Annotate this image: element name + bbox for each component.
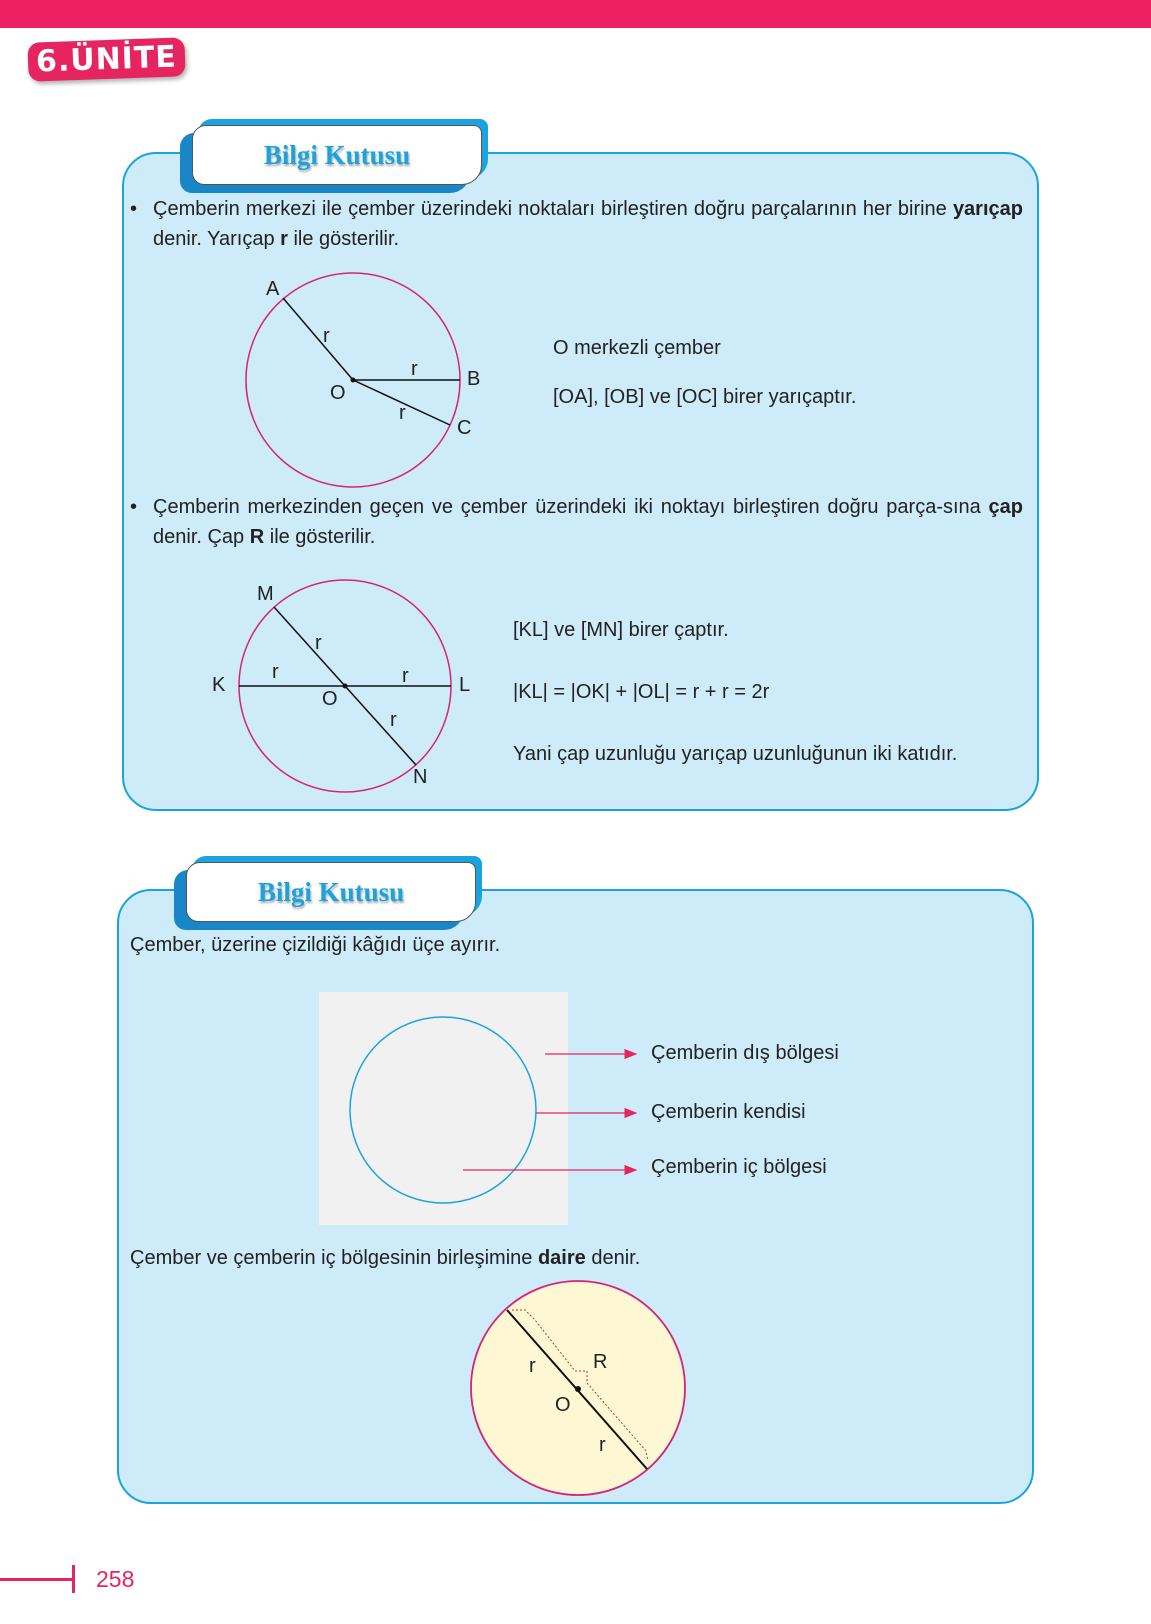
- radius-figure: [246, 273, 480, 487]
- radius-definition: Çemberin merkezi ile çember üzerindeki noktaları birleştiren doğru parçalarının her birine yarıçap denir. Yarıçap r ile gösterilir.: [153, 198, 1023, 250]
- diameter-definition: Çemberin merkezinden geçen ve çember üzerindeki iki noktayı birleştiren doğru parça-sına çap denir. Çap R ile gösterilir.: [153, 496, 1023, 548]
- regions-figure: [350, 1017, 636, 1203]
- unit-logo: 6.ÜNİTE: [27, 37, 185, 81]
- label-r: r: [315, 632, 322, 654]
- disk-definition: Çember ve çemberin iç bölgesinin birleşimine daire denir.: [130, 1247, 641, 1269]
- label-big-r: R: [593, 1351, 608, 1373]
- label-o: O: [322, 688, 338, 710]
- label-c: C: [457, 417, 472, 439]
- radius-oa: [283, 298, 353, 380]
- fig1-caption-1: O merkezli çember: [553, 337, 721, 359]
- bullet-dot: •: [130, 496, 138, 518]
- page-line: [0, 1578, 74, 1581]
- label-o: O: [330, 382, 346, 404]
- region-circle-label: Çemberin kendisi: [651, 1101, 806, 1123]
- label-k: K: [212, 674, 226, 696]
- label-r: r: [402, 665, 409, 687]
- center-point: [351, 378, 356, 383]
- fig2-caption-3: Yani çap uzunluğu yarıçap uzunluğunun iki katıdır.: [513, 743, 958, 765]
- diameter-figure: [212, 580, 470, 792]
- label-r: r: [599, 1434, 606, 1456]
- info-box-2-title: Bilgi Kutusu: [186, 862, 476, 922]
- regions-intro: Çember, üzerine çizildiği kâğıdı üçe ayırır.: [130, 934, 501, 956]
- label-n: N: [413, 766, 428, 788]
- label-r: r: [272, 661, 279, 683]
- page-tick: [72, 1565, 75, 1593]
- bullet-dot: •: [130, 198, 138, 220]
- label-r: r: [323, 325, 330, 347]
- label-r: r: [390, 709, 397, 731]
- label-r: r: [399, 402, 406, 424]
- info-box-1-title: Bilgi Kutusu: [192, 125, 482, 185]
- label-r: r: [411, 358, 418, 380]
- region-outside-label: Çemberin dış bölgesi: [651, 1042, 839, 1064]
- fig1-caption-2: [OA], [OB] ve [OC] birer yarıçaptır.: [553, 386, 857, 408]
- label-b: B: [467, 368, 481, 390]
- disk-figure: [471, 1281, 685, 1495]
- label-m: M: [257, 583, 274, 605]
- page-number: 258: [96, 1566, 135, 1592]
- fig2-caption-1: [KL] ve [MN] birer çaptır.: [513, 619, 729, 641]
- label-o: O: [555, 1394, 571, 1416]
- region-inside-label: Çemberin iç bölgesi: [651, 1156, 827, 1178]
- fig2-caption-2: |KL| = |OK| + |OL| = r + r = 2r: [513, 681, 770, 703]
- label-l: L: [459, 674, 471, 696]
- label-r: r: [529, 1355, 536, 1377]
- label-a: A: [266, 278, 280, 300]
